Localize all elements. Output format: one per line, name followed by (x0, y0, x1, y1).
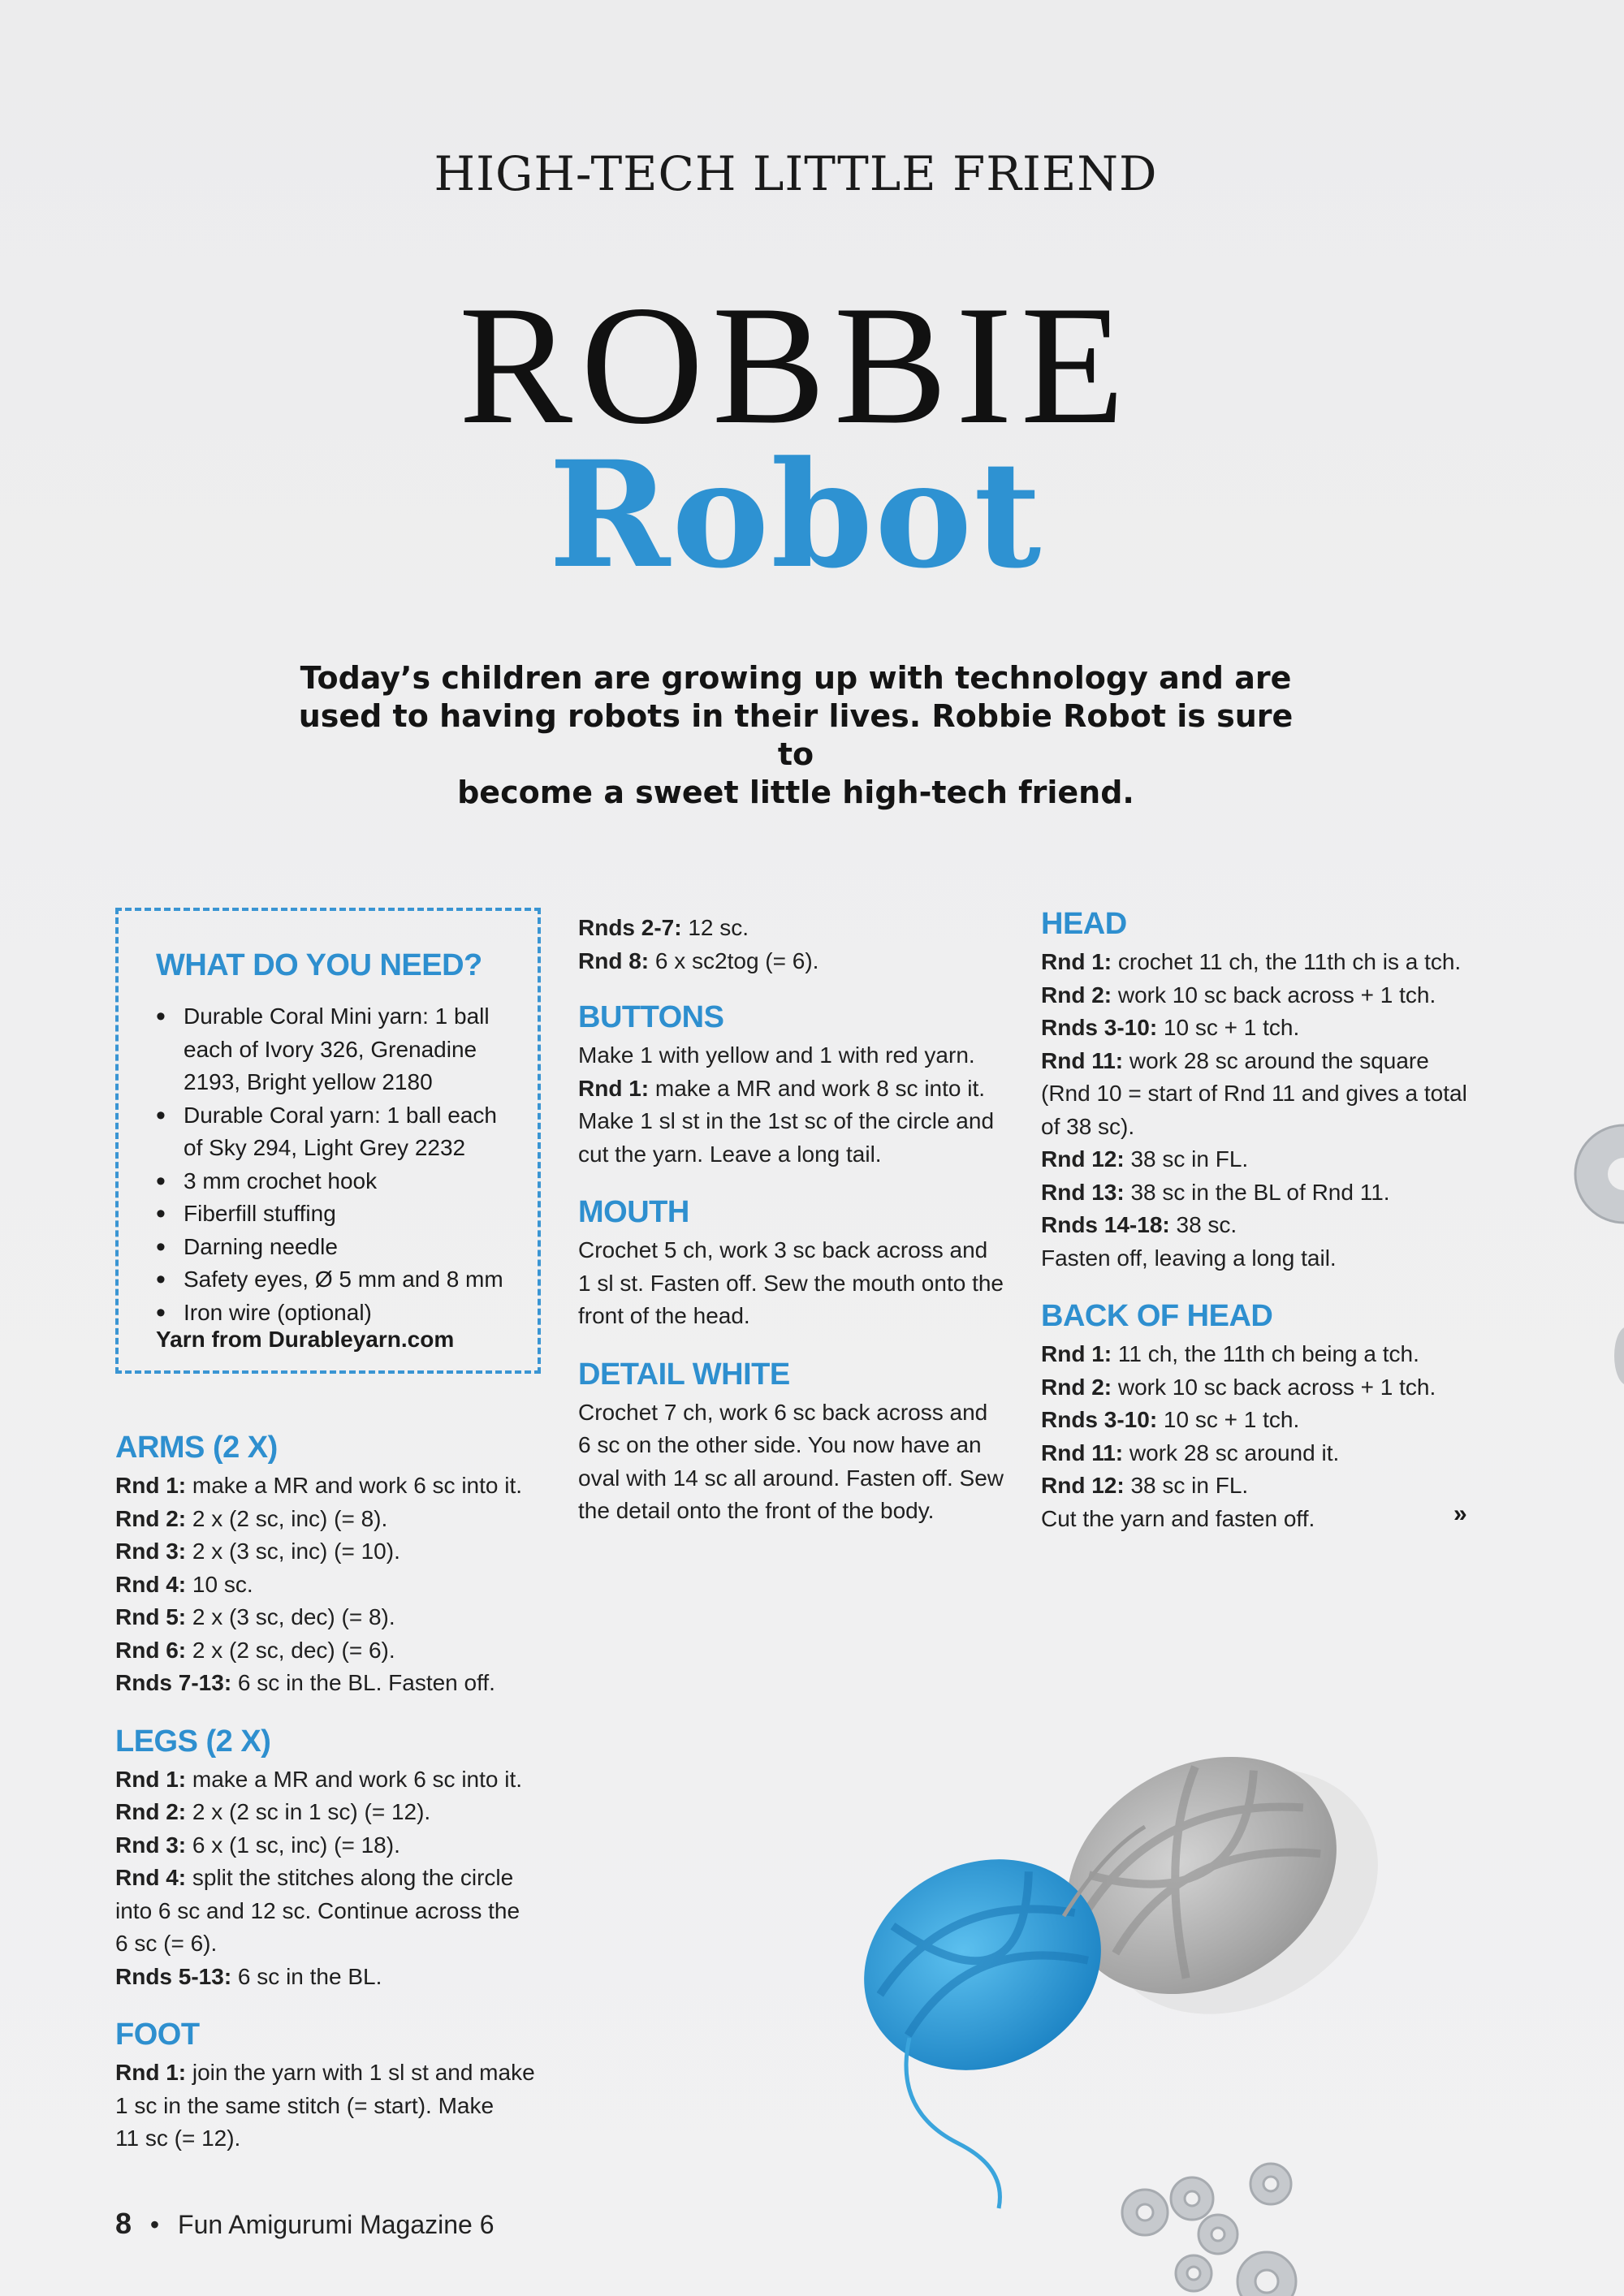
section-heading: LEGS (2 X) (115, 1724, 271, 1759)
materials-heading: WHAT DO YOU NEED? (156, 948, 482, 982)
instruction-line (578, 1300, 1017, 1333)
round-label: Rnd 3: (115, 1832, 187, 1858)
materials-item-line: • Durable Coral yarn: 1 ball each (184, 1102, 497, 1128)
instruction-text: work 10 sc back across + 1 tch. (1112, 1374, 1436, 1400)
round-label: Rnd 1: (115, 1473, 187, 1498)
instruction-text: 11 ch, the 11th ch being a tch. (1112, 1341, 1419, 1366)
materials-item (156, 1165, 529, 1198)
instruction-text: the detail onto the front of the body. (578, 1498, 935, 1523)
round-label: Rnds 7-13: (115, 1670, 232, 1695)
detail-white-section (578, 1356, 1017, 1528)
instruction-line (1041, 1242, 1496, 1275)
materials-item-line: • 3 mm crochet hook (184, 1167, 378, 1193)
instruction-text: crochet 11 ch, the 11th ch is a tch. (1112, 949, 1462, 974)
instruction-line (115, 1927, 554, 1961)
instruction-line (115, 1829, 554, 1862)
instruction-line (578, 1105, 1017, 1138)
instruction-text: 2 x (3 sc, inc) (= 10). (186, 1539, 400, 1564)
round-label: Rnd 1: (115, 2060, 187, 2085)
instruction-line (115, 1763, 554, 1797)
instruction-line (115, 1895, 554, 1928)
instruction-text: 38 sc in FL. (1124, 1473, 1249, 1498)
section-heading: MOUTH (578, 1195, 689, 1229)
yarn-balls-illustration (796, 1689, 1624, 2296)
round-label: Rnd 13: (1041, 1179, 1125, 1205)
instruction-line (115, 1796, 554, 1829)
instruction-text: make a MR and work 8 sc into it. (649, 1075, 986, 1101)
instruction-line (1041, 1503, 1496, 1536)
instruction-text: 6 sc in the BL. (231, 1963, 382, 1989)
instruction-line (578, 1234, 1017, 1267)
materials-item-line: each of Ivory 326, Grenadine (184, 1036, 477, 1062)
instruction-line (115, 1470, 554, 1503)
round-label: Rnd 12: (1041, 1146, 1125, 1172)
materials-item-line: • Darning needle (184, 1233, 338, 1259)
instruction-line (578, 912, 1017, 945)
materials-item-line: of Sky 294, Light Grey 2232 (184, 1135, 466, 1160)
instruction-line (115, 1503, 554, 1536)
instruction-text: 38 sc. (1169, 1212, 1237, 1237)
section-heading: BACK OF HEAD (1041, 1299, 1273, 1333)
instruction-text: make a MR and work 6 sc into it. (186, 1766, 523, 1792)
instruction-text: 1 sl st. Fasten off. Sew the mouth onto the (578, 1270, 1004, 1296)
instruction-line (115, 1601, 554, 1634)
column-3 (1041, 905, 1496, 1558)
instruction-text: Make 1 with yellow and 1 with red yarn. (578, 1042, 975, 1068)
round-label: Rnd 12: (1041, 1473, 1125, 1498)
instruction-text: 11 sc (= 12). (115, 2126, 241, 2151)
rounds-continued (578, 912, 1017, 978)
materials-item (156, 1000, 529, 1099)
section-heading: FOOT (115, 2018, 200, 2052)
instruction-text: work 28 sc around it. (1123, 1439, 1340, 1465)
legs-section (115, 1723, 554, 1994)
round-label: Rnd 11: (1041, 1047, 1124, 1073)
instruction-line (115, 2090, 554, 2123)
instruction-text: into 6 sc and 12 sc. Continue across the (115, 1897, 520, 1923)
round-label: Rnd 2: (115, 1505, 187, 1531)
title-script: Robot (548, 429, 1043, 601)
title-main: ROBBIE (458, 271, 1134, 460)
continue-marker: » (1453, 1500, 1467, 1527)
instruction-text: 10 sc. (186, 1571, 253, 1597)
materials-item (156, 1198, 529, 1231)
column-1 (115, 1429, 554, 2178)
instruction-text: of 38 sc). (1041, 1113, 1135, 1139)
instruction-text: join the yarn with 1 sl st and make (186, 2060, 535, 2085)
page-footer (115, 2207, 495, 2241)
instruction-line (115, 1634, 554, 1668)
materials-item-line: • Iron wire (optional) (184, 1299, 372, 1325)
intro-paragraph (292, 659, 1299, 812)
intro-line: Today’s children are growing up with technology and are (300, 660, 1292, 696)
instruction-line (1041, 1404, 1496, 1437)
instruction-text: 6 sc (= 6). (115, 1931, 218, 1956)
mouth-section (578, 1193, 1017, 1333)
instruction-line (115, 1535, 554, 1569)
instruction-text: 10 sc + 1 tch. (1157, 1015, 1300, 1040)
round-label: Rnd 2: (1041, 982, 1112, 1008)
materials-item-line: 2193, Bright yellow 2180 (184, 1069, 433, 1094)
instruction-text: oval with 14 sc all around. Fasten off. Sew (578, 1465, 1004, 1491)
column-2 (578, 912, 1017, 1551)
buttons-section (578, 999, 1017, 1171)
materials-item-line: • Durable Coral Mini yarn: 1 ball (184, 1003, 490, 1029)
instruction-line (1041, 979, 1496, 1012)
instruction-text: 2 x (2 sc, dec) (= 6). (186, 1637, 395, 1663)
instruction-text: 1 sc in the same stitch (= start). Make (115, 2092, 495, 2118)
instruction-line (1041, 1077, 1496, 1111)
instruction-line (578, 1396, 1017, 1430)
intro-line: become a sweet little high-tech friend. (457, 775, 1134, 810)
instruction-line (1041, 1371, 1496, 1405)
instruction-line (578, 1138, 1017, 1172)
materials-item (156, 1231, 529, 1264)
instruction-text: 6 x sc2tog (= 6). (649, 947, 819, 973)
instruction-line (115, 2122, 554, 2156)
round-label: Rnds 5-13: (115, 1963, 232, 1989)
instruction-text: work 10 sc back across + 1 tch. (1112, 982, 1436, 1008)
instruction-text: Fasten off, leaving a long tail. (1041, 1245, 1337, 1271)
instruction-text: cut the yarn. Leave a long tail. (578, 1141, 882, 1167)
section-heading: DETAIL WHITE (578, 1357, 790, 1392)
round-label: Rnd 2: (1041, 1374, 1112, 1400)
instruction-line (1041, 1111, 1496, 1144)
instruction-line (1041, 1437, 1496, 1470)
instruction-text: work 28 sc around the square (1123, 1047, 1429, 1073)
instruction-text: Cut the yarn and fasten off. (1041, 1505, 1315, 1531)
instruction-text: Crochet 7 ch, work 6 sc back across and (578, 1399, 988, 1425)
materials-item-line: • Safety eyes, Ø 5 mm and 8 mm (184, 1267, 503, 1292)
instruction-text: 2 x (3 sc, dec) (= 8). (186, 1604, 395, 1629)
instruction-text: 6 sc on the other side. You now have an (578, 1432, 982, 1457)
round-label: Rnds 2-7: (578, 915, 682, 940)
page-number: 8 (115, 2207, 132, 2240)
round-label: Rnd 8: (578, 947, 650, 973)
instruction-line (115, 1862, 554, 1895)
instruction-line (1041, 1045, 1496, 1078)
instruction-text: 6 sc in the BL. Fasten off. (231, 1670, 495, 1695)
instruction-text: 38 sc in the BL of Rnd 11. (1124, 1179, 1390, 1205)
intro-line: used to having robots in their lives. Robbie Robot is sure to (298, 698, 1294, 772)
head-section (1041, 905, 1496, 1275)
instruction-line (1041, 1012, 1496, 1045)
round-label: Rnd 1: (1041, 1341, 1112, 1366)
instruction-text: split the stitches along the circle (186, 1865, 514, 1890)
instruction-line (1041, 1176, 1496, 1210)
materials-item (156, 1263, 529, 1297)
instruction-line (115, 1569, 554, 1602)
kicker: HIGH-TECH LITTLE FRIEND (434, 146, 1158, 201)
round-label: Rnd 4: (115, 1865, 187, 1890)
instruction-line (115, 1667, 554, 1700)
round-label: Rnd 1: (115, 1766, 187, 1792)
yarn-source: Yarn from Durableyarn.com (156, 1327, 455, 1352)
round-label: Rnd 5: (115, 1604, 187, 1629)
instruction-text: make a MR and work 6 sc into it. (186, 1473, 523, 1498)
section-heading: BUTTONS (578, 1000, 724, 1034)
materials-box (115, 908, 541, 1374)
instruction-text: 2 x (2 sc in 1 sc) (= 12). (186, 1799, 431, 1824)
instruction-line (1041, 1209, 1496, 1242)
instruction-line (578, 1495, 1017, 1528)
instruction-line (578, 1072, 1017, 1106)
magazine-name: Fun Amigurumi Magazine 6 (178, 2210, 495, 2239)
instruction-line (115, 1961, 554, 1994)
instruction-text: front of the head. (578, 1303, 750, 1328)
instruction-line (1041, 946, 1496, 979)
instruction-text: (Rnd 10 = start of Rnd 11 and gives a total (1041, 1081, 1467, 1106)
round-label: Rnd 2: (115, 1799, 187, 1824)
instruction-text: 2 x (2 sc, inc) (= 8). (186, 1505, 388, 1531)
instruction-text: 10 sc + 1 tch. (1157, 1407, 1300, 1432)
round-label: Rnds 3-10: (1041, 1407, 1158, 1432)
instruction-text: 38 sc in FL. (1124, 1146, 1249, 1172)
instruction-text: Crochet 5 ch, work 3 sc back across and (578, 1237, 988, 1262)
instruction-text: Make 1 sl st in the 1st sc of the circle and (578, 1108, 995, 1133)
instruction-line (1041, 1338, 1496, 1371)
materials-item-line: • Fiberfill stuffing (184, 1201, 336, 1226)
round-label: Rnd 3: (115, 1539, 187, 1564)
instruction-line (578, 945, 1017, 978)
materials-item (156, 1099, 529, 1165)
instruction-line (578, 1462, 1017, 1495)
foot-section (115, 2016, 554, 2156)
round-label: Rnd 4: (115, 1571, 187, 1597)
instruction-line (578, 1267, 1017, 1301)
back-of-head-section (1041, 1297, 1496, 1535)
arms-section (115, 1429, 554, 1700)
instruction-line (1041, 1143, 1496, 1176)
round-label: Rnds 14-18: (1041, 1212, 1170, 1237)
instruction-line (578, 1429, 1017, 1462)
materials-list (156, 1000, 529, 1329)
washers-icon (1122, 2164, 1296, 2296)
round-label: Rnd 1: (578, 1075, 650, 1101)
footer-separator: • (149, 2210, 160, 2239)
materials-item (156, 1297, 529, 1330)
instruction-line (1041, 1470, 1496, 1503)
instruction-line (578, 1039, 1017, 1072)
round-label: Rnd 11: (1041, 1439, 1124, 1465)
round-label: Rnds 3-10: (1041, 1015, 1158, 1040)
round-label: Rnd 6: (115, 1637, 187, 1663)
round-label: Rnd 1: (1041, 949, 1112, 974)
instruction-text: 12 sc. (681, 915, 749, 940)
washer-edge-icon (1567, 1120, 1624, 1396)
section-heading: ARMS (2 X) (115, 1431, 278, 1465)
instruction-line (115, 2056, 554, 2090)
instruction-text: 6 x (1 sc, inc) (= 18). (186, 1832, 400, 1858)
section-heading: HEAD (1041, 907, 1127, 941)
